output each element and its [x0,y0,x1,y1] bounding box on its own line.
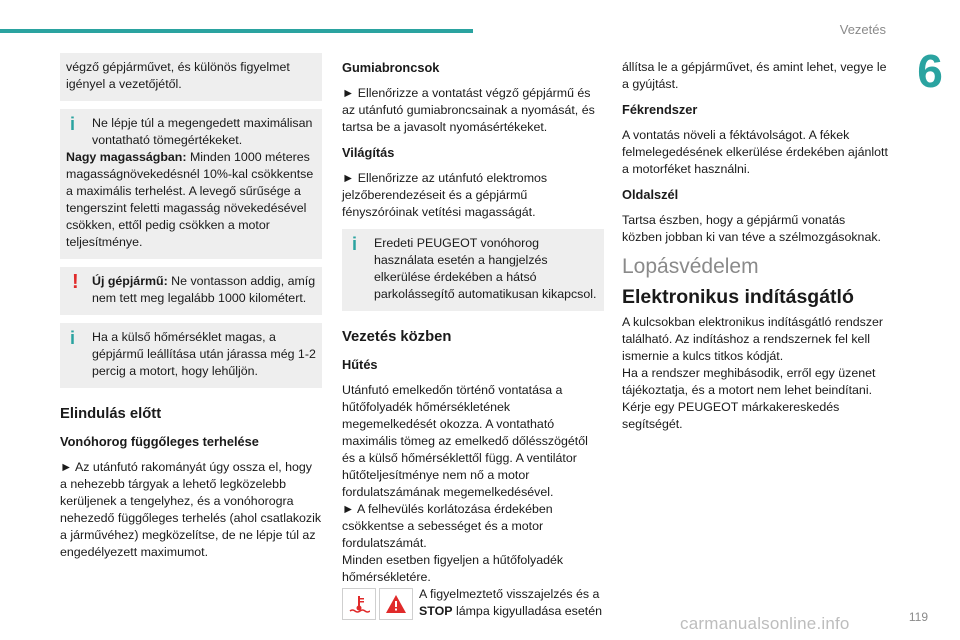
column-2 [342,53,604,620]
info-text-cont [66,149,316,251]
paragraph: A kulcsokban elektronikus indításgátló rendszer található. Az indításhoz a rendszernek fel kell ismernie a kulcs titkos kódját. [622,315,884,363]
watermark: carmanualsonline.info [680,614,850,633]
warning-triangle-icon [379,588,413,620]
section-title: Vezetés [839,22,886,37]
warning-text-b: lámpa kigyulladása esetén [452,604,602,618]
paragraph: A vontatás növeli a féktávolságot. A fékek felmelegedésének elkerülése érdekében ajánlott a motorféket használni. [622,128,888,176]
info-icon: i [352,234,358,254]
paragraph: ► Az utánfutó rakományát úgy ossza el, hogy a nehezebb tárgyak a lehető legközelebb kerüljenek a tengelyhez, és a vonóhorogra nehezedő függőleges terhelés (ahol csatlakozik a járművéhez) megközelítse, de ne lépje túl az engedélyezett maximumot. [60,460,322,559]
warning-text [66,273,316,307]
column-3 [622,53,888,441]
paragraph: ► Ellenőrizze az utánfutó elektromos jelzőberendezéseit és a gépjármű fényszóróinak vetítési magasságát. [342,171,548,219]
info-icon: i [70,114,76,134]
info-text: Ha a külső hőmérséklet magas, a gépjármű leállítása után járassa még 1-2 percig a motort, hogy lehűljön. [92,330,316,378]
paragraph: ► Ellenőrizze a vontatást végző gépjármű és az utánfutó gumiabroncsainak a nyomását, és tartsa be a javasolt nyomásértékeket. [342,86,595,134]
heading-while-driving: Vezetés közben [342,329,452,345]
info-icon: i [70,328,76,348]
info-rest: Minden 1000 méteres magasságnövekedésnél 10%-kal csökkentse a maximális terhelést. A levegő sűrűsége a tengerszint feletti magasság növekedésével csökken, ettől pedig csökken a motor teljesítménye. [66,150,314,249]
heading-vertical-load: Vonóhorog függőleges terhelése [60,434,259,449]
heading-theft-protection: Lopásvédelem [622,255,759,278]
paragraph: Kérje egy PEUGEOT márkakereskedés segítségét. [622,400,840,431]
box-text: végző gépjárművet, és különös figyelmet igényel a vezetőjétől. [66,60,290,91]
heading-cooling: Hűtés [342,357,378,372]
paragraph: Ha a rendszer meghibásodik, erről egy üzenet tájékoztatja, és a motort nem lehet beindítani. [622,366,876,397]
warning-lamps [342,588,413,620]
paragraph: Tartsa észben, hogy a gépjármű vonatás közben jobban ki van téve a szélmozgásoknak. [622,213,881,244]
bold-label: Nagy magasságban: [66,150,187,164]
warning-lamps-paragraph [342,586,604,620]
header-accent-bar [0,29,473,33]
text-box [60,53,322,101]
coolant-temperature-icon [342,588,376,620]
paragraph: Minden esetben figyeljen a hűtőfolyadék hőmérsékletére. [342,553,564,584]
heading-tyres: Gumiabroncsok [342,60,440,75]
heading-lights: Világítás [342,145,395,160]
stop-label: STOP [419,604,453,618]
info-box [60,323,322,388]
info-box [60,109,322,259]
info-text: Ne lépje túl a megengedett maximálisan vontatható tömegértékeket. [92,116,313,147]
warning-box [60,267,322,315]
info-box [342,229,604,311]
heading-before-start: Elindulás előtt [60,406,162,422]
warning-rest: Ne vontasson addig, amíg nem tett meg legalább 1000 kilométert. [92,274,316,305]
heading-immobiliser: Elektronikus indításgátló [622,286,854,308]
heading-crosswind: Oldalszél [622,187,679,202]
heading-brakes: Fékrendszer [622,102,698,117]
warning-exclamation-icon: ! [72,271,79,293]
warning-text-a: A figyelmeztető visszajelzés és a [419,587,600,601]
bold-label: Új gépjármű: [92,274,168,288]
paragraph: állítsa le a gépjárművet, és amint lehet, vegye le a gyújtást. [622,60,887,91]
paragraph: Utánfutó emelkedőn történő vontatása a hűtőfolyadék hőmérsékletének megemelkedését okozza. A vontatható maximális tömeg az emelkedő dőlésszögétől és a külső hőmérséklettől függ. A ventilátor hűtőteljesítménye nem nő a motor fordulatszámának megemelkedésével. [342,383,588,499]
page-number: 119 [908,610,928,624]
column-1 [60,53,322,569]
chapter-number: 6 [900,44,960,98]
info-text: Eredeti PEUGEOT vonóhorog használata esetén a hangjelzés elkerülése érdekében a hátsó parkolássegítő automatikusan kikapcsol. [374,236,597,301]
paragraph: ► A felhevülés korlátozása érdekében csökkentse a sebességet és a motor fordulatszámát. [342,502,553,550]
